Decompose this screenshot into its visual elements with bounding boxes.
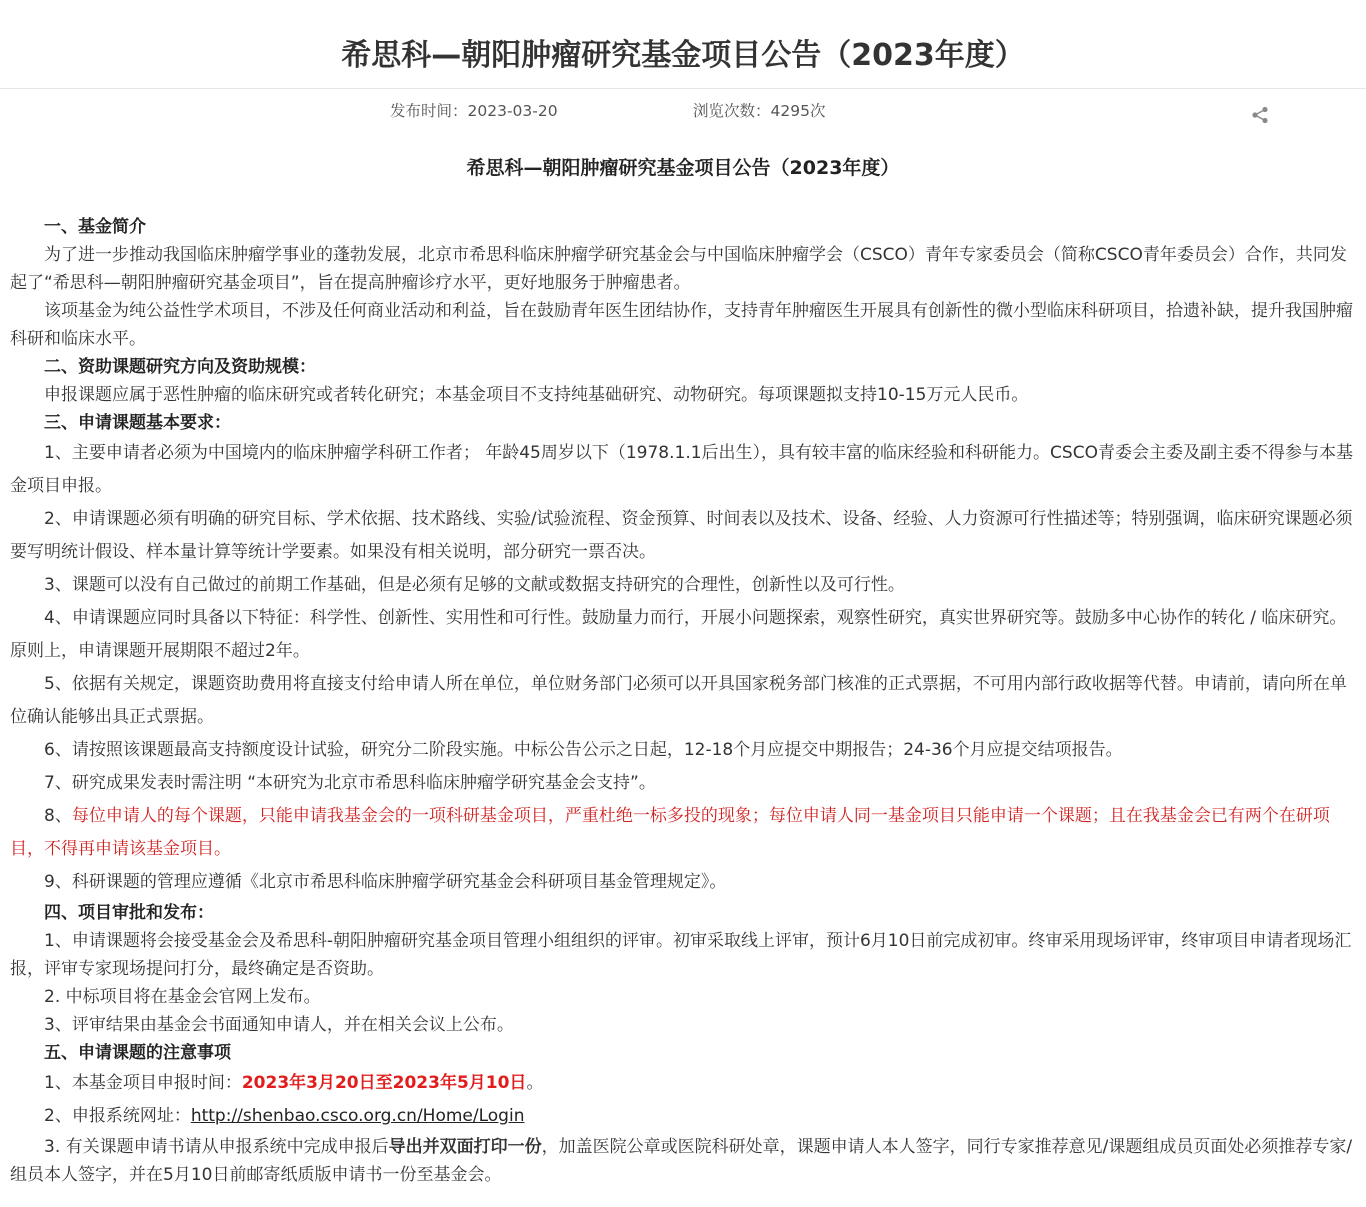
requirement-item-warning (10, 800, 1356, 866)
requirement-item: 7、研究成果发表时需注明 “本研究为北京市希思科临床肿瘤学研究基金会支持”。 (44, 773, 656, 793)
view-count (693, 99, 825, 121)
notice-item (10, 1067, 1356, 1100)
notice-prefix: 3. 有关课题申请书请从申报系统中完成申报后 (44, 1137, 389, 1157)
deadline-dates: 2023年3月20日至2023年5月10日 (241, 1073, 527, 1093)
meta-bar (0, 89, 1366, 151)
publish-date: 2023-03-20 (467, 102, 558, 120)
requirement-item: 5、依据有关规定，课题资助费用将直接支付给申请人所在单位，单位财务部门必须可以开具国家税务部门核准的正式票据，不可用内部行政收据等代替。申请前，请向所在单位确认能够出具正式票据。 (10, 674, 1347, 727)
warning-text: 每位申请人的每个课题，只能申请我基金会的一项科研基金项目，严重杜绝一标多投的现象；每位申请人同一基金项目只能申请一个课题；且在我基金会已有两个在研项目，不得再申请该基金项目。 (10, 806, 1330, 859)
item-number: 8、 (44, 806, 72, 826)
views-label: 浏览次数： (693, 102, 771, 120)
paragraph: 为了进一步推动我国临床肿瘤学事业的蓬勃发展，北京市希思科临床肿瘤学研究基金会与中国临床肿瘤学会（CSCO）青年专家委员会（简称CSCO青年委员会）合作，共同发起了“希思科—朝阳肿瘤研究基金项目”，旨在提高肿瘤诊疗水平，更好地服务于肿瘤患者。 (10, 245, 1347, 293)
views-value: 4295次 (770, 102, 826, 120)
requirement-item: 6、请按照该课题最高支持额度设计试验，研究分二阶段实施。中标公告公示之日起，12-18个月应提交中期报告；24-36个月应提交结项报告。 (44, 740, 1123, 760)
paragraph: 申报课题应属于恶性肿瘤的临床研究或者转化研究；本基金项目不支持纯基础研究、动物研究。每项课题拟支持10-15万元人民币。 (44, 385, 1029, 405)
publish-label: 发布时间： (390, 102, 468, 120)
review-item: 1、申请课题将会接受基金会及希思科-朝阳肿瘤研究基金项目管理小组组织的评审。初审采取线上评审，预计6月10日前完成初审。终审采用现场评审，终审项目申请者现场汇报，评审专家现场提问打分，最终确定是否资助。 (10, 931, 1352, 979)
review-item: 3、评审结果由基金会书面通知申请人，并在相关会议上公布。 (44, 1015, 514, 1035)
share-icon[interactable] (1250, 106, 1270, 124)
notice-item (10, 1100, 1356, 1133)
notice-suffix: 。 (526, 1073, 544, 1093)
notice-prefix: 2、申报系统网址： (44, 1106, 191, 1126)
section-heading: 二、资助课题研究方向及资助规模： (44, 357, 316, 377)
review-item: 2. 中标项目将在基金会官网上发布。 (44, 987, 321, 1007)
article-body (0, 213, 1366, 1189)
submission-url-link[interactable]: http://shenbao.csco.org.cn/Home/Login (190, 1106, 525, 1126)
article-title: 希思科—朝阳肿瘤研究基金项目公告（2023年度） (466, 157, 900, 179)
publish-time (390, 99, 558, 121)
section-heading: 三、申请课题基本要求： (44, 413, 231, 433)
print-instruction: 导出并双面打印一份 (388, 1137, 542, 1157)
section-heading: 一、基金简介 (44, 217, 146, 237)
requirement-item: 1、主要申请者必须为中国境内的临床肿瘤学科研工作者； 年龄45周岁以下（1978.1.1后出生），具有较丰富的临床经验和科研能力。CSCO青委会主委及副主委不得参与本基金项目申报。 (10, 443, 1353, 496)
notice-item (10, 1133, 1356, 1189)
paragraph: 该项基金为纯公益性学术项目，不涉及任何商业活动和利益，旨在鼓励青年医生团结协作，支持青年肿瘤医生开展具有创新性的微小型临床科研项目，拾遗补缺，提升我国肿瘤科研和临床水平。 (10, 301, 1353, 349)
requirement-item: 4、申请课题应同时具备以下特征：科学性、创新性、实用性和可行性。鼓励量力而行，开展小问题探索，观察性研究，真实世界研究等。鼓励多中心协作的转化 / 临床研究。原则上，申请课题开展期限不超过2年。 (10, 608, 1347, 661)
requirement-item: 9、科研课题的管理应遵循《北京市希思科临床肿瘤学研究基金会科研项目基金管理规定》。 (44, 872, 727, 892)
section-heading: 五、申请课题的注意事项 (44, 1043, 231, 1063)
requirement-item: 2、申请课题必须有明确的研究目标、学术依据、技术路线、实验/试验流程、资金预算、时间表以及技术、设备、经验、人力资源可行性描述等；特别强调，临床研究课题必须要写明统计假设、样本量计算等统计学要素。如果没有相关说明，部分研究一票否决。 (10, 509, 1353, 562)
notice-suffix: ，加盖医院公章或医院科研处章，课题申请人本人签字，同行专家推荐意见/课题组成员页面处必须推荐专家/组员本人签字，并在5月10日前邮寄纸质版申请书一份至基金会。 (10, 1137, 1353, 1185)
notice-prefix: 1、本基金项目申报时间： (44, 1073, 242, 1093)
page-title: 希思科—朝阳肿瘤研究基金项目公告（2023年度） (341, 38, 1025, 73)
requirement-item: 3、课题可以没有自己做过的前期工作基础，但是必须有足够的文献或数据支持研究的合理性，创新性以及可行性。 (44, 575, 905, 595)
section-heading: 四、项目审批和发布： (44, 903, 214, 923)
